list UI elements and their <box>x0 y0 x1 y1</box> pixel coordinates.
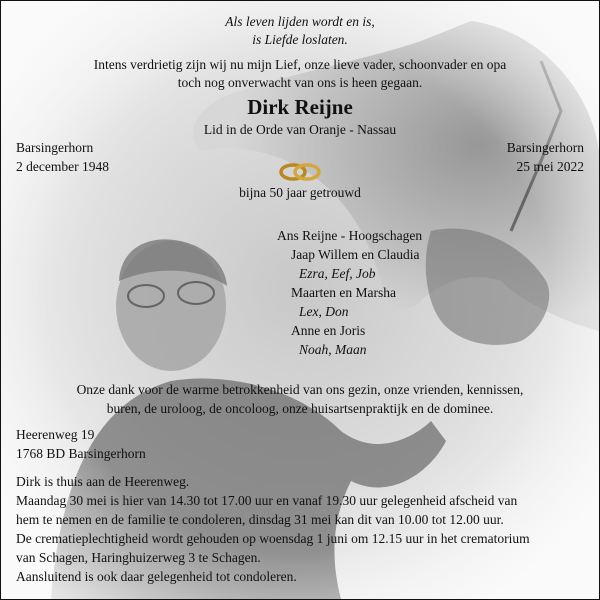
address-street: Heerenweg 19 <box>16 427 95 442</box>
intro-line-2: toch nog onverwacht van ons is heen gegaan. <box>177 75 423 90</box>
details-line: Dirk is thuis aan de Heerenweg. <box>16 474 190 489</box>
birth-place: Barsingerhorn <box>16 140 94 155</box>
death-place: Barsingerhorn <box>506 140 584 155</box>
details-line: De crematieplechtigheid wordt gehouden op woensdag 1 juni om 12.15 uur in het crematorium <box>16 531 530 546</box>
thanks-line-2: buren, de uroloog, de oncoloog, onze huisartsenpraktijk en de dominee. <box>106 401 494 416</box>
intro-line-1: Intens verdrietig zijn wij nu mijn Lief, onze lieve vader, schoonvader en opa <box>93 57 507 72</box>
thanks-line-1: Onze dank voor de warme betrokkenheid van ons gezin, onze vrienden, kennissen, <box>76 382 524 397</box>
details-line: hem te nemen en de familie te condoleren, dinsdag 31 mei kan dit van 10.00 tot 12.00 uur. <box>16 512 504 527</box>
family-child-2: Maarten en Marsha <box>291 285 396 300</box>
family-child-3: Anne en Joris <box>291 323 366 338</box>
deceased-name: Dirk Reijne <box>247 95 353 119</box>
address-city: 1768 BD Barsingerhorn <box>16 446 146 461</box>
wedding-rings-icon <box>277 161 323 183</box>
details-line: Maandag 30 mei is hier van 14.30 tot 17.00 uur en vanaf 19.30 uur gelegenheid afscheid van <box>16 493 518 508</box>
family-child-1: Jaap Willem en Claudia <box>291 247 420 262</box>
family-grandchildren-1: Ezra, Eef, Job <box>299 266 376 281</box>
family-spouse: Ans Reijne - Hoogschagen <box>277 228 423 243</box>
death-date: 25 mei 2022 <box>516 159 584 174</box>
marriage-duration: bijna 50 jaar getrouwd <box>239 185 361 200</box>
details-line: Aansluitend is ook daar gelegenheid tot condoleren. <box>16 569 297 584</box>
poem-line-2: is Liefde loslaten. <box>252 32 348 47</box>
details-line: van Schagen, Haringhuizerweg 3 te Schagen. <box>16 550 261 565</box>
poem-line-1: Als leven lijden wordt en is, <box>225 14 375 29</box>
birth-date: 2 december 1948 <box>16 159 109 174</box>
family-grandchildren-2: Lex, Don <box>299 304 349 319</box>
family-grandchildren-3: Noah, Maan <box>299 342 367 357</box>
honor-title: Lid in de Orde van Oranje - Nassau <box>203 122 397 137</box>
